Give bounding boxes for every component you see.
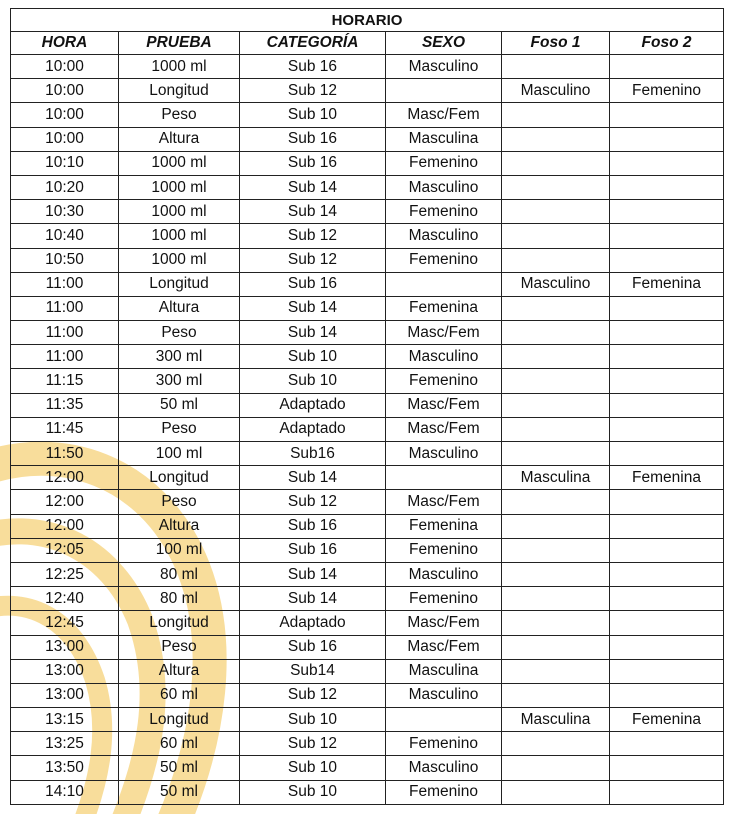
cell-hora: 13:00 <box>11 635 119 659</box>
cell-prueba: 80 ml <box>119 562 240 586</box>
table-row <box>11 200 724 224</box>
cell-sexo: Femenino <box>386 200 502 224</box>
cell-prueba: Peso <box>119 321 240 345</box>
cell-foso-1 <box>502 321 610 345</box>
cell-categoria: Sub 12 <box>240 79 386 103</box>
cell-hora: 12:45 <box>11 611 119 635</box>
table-row <box>11 417 724 441</box>
cell-sexo: Masculino <box>386 345 502 369</box>
cell-foso-1 <box>502 442 610 466</box>
cell-sexo <box>386 272 502 296</box>
table-row <box>11 272 724 296</box>
cell-hora: 14:10 <box>11 780 119 804</box>
cell-sexo: Femenino <box>386 538 502 562</box>
cell-prueba: Altura <box>119 296 240 320</box>
cell-categoria: Sub 16 <box>240 272 386 296</box>
table-row <box>11 151 724 175</box>
table-row <box>11 321 724 345</box>
cell-foso-2 <box>610 756 724 780</box>
cell-categoria: Sub 12 <box>240 732 386 756</box>
cell-sexo: Femenino <box>386 732 502 756</box>
cell-foso-2 <box>610 296 724 320</box>
cell-hora: 10:20 <box>11 175 119 199</box>
cell-sexo: Masculina <box>386 127 502 151</box>
cell-hora: 11:15 <box>11 369 119 393</box>
cell-foso-1 <box>502 635 610 659</box>
cell-foso-1 <box>502 296 610 320</box>
cell-categoria: Sub 10 <box>240 780 386 804</box>
cell-foso-1 <box>502 127 610 151</box>
cell-hora: 13:00 <box>11 683 119 707</box>
cell-categoria: Adaptado <box>240 393 386 417</box>
cell-categoria: Adaptado <box>240 417 386 441</box>
table-row <box>11 296 724 320</box>
cell-hora: 11:00 <box>11 296 119 320</box>
cell-categoria: Sub 10 <box>240 369 386 393</box>
cell-foso-2 <box>610 127 724 151</box>
cell-foso-1 <box>502 659 610 683</box>
cell-hora: 12:40 <box>11 587 119 611</box>
cell-sexo <box>386 466 502 490</box>
cell-hora: 10:40 <box>11 224 119 248</box>
cell-sexo: Masculino <box>386 756 502 780</box>
title-row <box>11 9 724 32</box>
cell-prueba: 100 ml <box>119 442 240 466</box>
cell-hora: 10:00 <box>11 127 119 151</box>
cell-foso-2 <box>610 321 724 345</box>
cell-prueba: 1000 ml <box>119 200 240 224</box>
cell-categoria: Sub 12 <box>240 683 386 707</box>
cell-foso-2 <box>610 224 724 248</box>
cell-prueba: 50 ml <box>119 393 240 417</box>
cell-foso-2 <box>610 103 724 127</box>
cell-hora: 11:35 <box>11 393 119 417</box>
table-row <box>11 224 724 248</box>
cell-categoria: Sub 12 <box>240 490 386 514</box>
cell-foso-1 <box>502 248 610 272</box>
cell-categoria: Sub 10 <box>240 103 386 127</box>
table-row <box>11 55 724 79</box>
cell-categoria: Sub14 <box>240 659 386 683</box>
cell-prueba: Longitud <box>119 708 240 732</box>
cell-foso-2 <box>610 683 724 707</box>
cell-foso-1: Masculino <box>502 79 610 103</box>
table-row <box>11 514 724 538</box>
cell-sexo: Femenino <box>386 369 502 393</box>
cell-hora: 11:00 <box>11 321 119 345</box>
cell-categoria: Sub 12 <box>240 248 386 272</box>
cell-categoria: Sub 16 <box>240 151 386 175</box>
cell-hora: 11:45 <box>11 417 119 441</box>
cell-foso-1 <box>502 538 610 562</box>
cell-foso-2 <box>610 732 724 756</box>
table-row <box>11 345 724 369</box>
table-row <box>11 683 724 707</box>
cell-foso-2 <box>610 442 724 466</box>
cell-sexo: Femenino <box>386 151 502 175</box>
cell-foso-1 <box>502 345 610 369</box>
cell-foso-2 <box>610 345 724 369</box>
cell-foso-2: Femenino <box>610 79 724 103</box>
cell-sexo: Femenino <box>386 587 502 611</box>
cell-foso-1 <box>502 514 610 538</box>
cell-hora: 13:25 <box>11 732 119 756</box>
cell-foso-1: Masculino <box>502 272 610 296</box>
cell-foso-1 <box>502 393 610 417</box>
cell-categoria: Sub 14 <box>240 466 386 490</box>
cell-foso-1 <box>502 756 610 780</box>
cell-prueba: 100 ml <box>119 538 240 562</box>
cell-sexo: Masculino <box>386 175 502 199</box>
cell-prueba: 60 ml <box>119 683 240 707</box>
cell-hora: 13:50 <box>11 756 119 780</box>
schedule-table <box>10 8 724 805</box>
cell-prueba: Longitud <box>119 272 240 296</box>
cell-foso-1 <box>502 200 610 224</box>
cell-foso-2 <box>610 55 724 79</box>
cell-sexo: Masculino <box>386 683 502 707</box>
cell-hora: 10:50 <box>11 248 119 272</box>
cell-categoria: Sub 16 <box>240 635 386 659</box>
cell-prueba: Altura <box>119 659 240 683</box>
cell-sexo: Femenina <box>386 514 502 538</box>
header-sexo: SEXO <box>386 32 502 55</box>
table-row <box>11 708 724 732</box>
table-row <box>11 587 724 611</box>
header-categoria: CATEGORÍA <box>240 32 386 55</box>
cell-hora: 11:50 <box>11 442 119 466</box>
cell-sexo: Masculino <box>386 55 502 79</box>
cell-foso-1 <box>502 683 610 707</box>
cell-prueba: 60 ml <box>119 732 240 756</box>
cell-foso-1: Masculina <box>502 708 610 732</box>
table-row <box>11 393 724 417</box>
cell-foso-2 <box>610 659 724 683</box>
cell-categoria: Sub 14 <box>240 562 386 586</box>
cell-categoria: Sub 16 <box>240 55 386 79</box>
cell-foso-2: Femenina <box>610 272 724 296</box>
table-row <box>11 611 724 635</box>
table-row <box>11 659 724 683</box>
cell-hora: 12:25 <box>11 562 119 586</box>
cell-foso-2 <box>610 587 724 611</box>
schedule-body <box>11 55 724 805</box>
cell-sexo: Masc/Fem <box>386 103 502 127</box>
cell-categoria: Sub 14 <box>240 200 386 224</box>
cell-categoria: Sub 16 <box>240 538 386 562</box>
cell-categoria: Sub16 <box>240 442 386 466</box>
cell-foso-1 <box>502 175 610 199</box>
cell-prueba: 1000 ml <box>119 55 240 79</box>
cell-prueba: Altura <box>119 127 240 151</box>
table-row <box>11 756 724 780</box>
cell-categoria: Sub 16 <box>240 514 386 538</box>
cell-sexo: Femenino <box>386 780 502 804</box>
cell-sexo <box>386 708 502 732</box>
cell-sexo: Femenina <box>386 296 502 320</box>
table-row <box>11 635 724 659</box>
cell-sexo: Femenino <box>386 248 502 272</box>
cell-foso-2 <box>610 562 724 586</box>
cell-sexo: Masc/Fem <box>386 321 502 345</box>
cell-foso-2 <box>610 417 724 441</box>
cell-foso-1 <box>502 587 610 611</box>
table-row <box>11 175 724 199</box>
cell-categoria: Sub 10 <box>240 708 386 732</box>
cell-foso-1 <box>502 732 610 756</box>
cell-categoria: Sub 14 <box>240 296 386 320</box>
cell-sexo <box>386 79 502 103</box>
cell-hora: 10:30 <box>11 200 119 224</box>
cell-hora: 11:00 <box>11 345 119 369</box>
cell-categoria: Sub 14 <box>240 587 386 611</box>
cell-hora: 12:00 <box>11 514 119 538</box>
cell-prueba: 300 ml <box>119 345 240 369</box>
cell-foso-2 <box>610 248 724 272</box>
table-row <box>11 538 724 562</box>
cell-categoria: Adaptado <box>240 611 386 635</box>
cell-prueba: Peso <box>119 490 240 514</box>
table-row <box>11 466 724 490</box>
cell-prueba: 300 ml <box>119 369 240 393</box>
cell-foso-2 <box>610 369 724 393</box>
cell-foso-1 <box>502 55 610 79</box>
cell-sexo: Masculino <box>386 562 502 586</box>
cell-sexo: Masc/Fem <box>386 417 502 441</box>
cell-prueba: Peso <box>119 417 240 441</box>
table-row <box>11 562 724 586</box>
table-row <box>11 490 724 514</box>
cell-sexo: Masc/Fem <box>386 393 502 417</box>
cell-foso-1 <box>502 103 610 127</box>
cell-hora: 13:00 <box>11 659 119 683</box>
cell-foso-1 <box>502 369 610 393</box>
cell-prueba: Longitud <box>119 79 240 103</box>
cell-prueba: Altura <box>119 514 240 538</box>
cell-hora: 10:10 <box>11 151 119 175</box>
cell-foso-2: Femenina <box>610 708 724 732</box>
cell-foso-2 <box>610 538 724 562</box>
cell-hora: 12:00 <box>11 490 119 514</box>
cell-foso-1 <box>502 780 610 804</box>
cell-categoria: Sub 12 <box>240 224 386 248</box>
cell-foso-1 <box>502 562 610 586</box>
cell-foso-2 <box>610 611 724 635</box>
cell-hora: 13:15 <box>11 708 119 732</box>
cell-foso-1: Masculina <box>502 466 610 490</box>
cell-foso-1 <box>502 490 610 514</box>
cell-prueba: 1000 ml <box>119 224 240 248</box>
cell-sexo: Masc/Fem <box>386 611 502 635</box>
cell-prueba: 1000 ml <box>119 248 240 272</box>
table-row <box>11 79 724 103</box>
cell-sexo: Masculino <box>386 224 502 248</box>
table-row <box>11 732 724 756</box>
header-foso-2: Foso 2 <box>610 32 724 55</box>
cell-prueba: Peso <box>119 103 240 127</box>
table-row <box>11 780 724 804</box>
cell-prueba: 80 ml <box>119 587 240 611</box>
cell-foso-2 <box>610 514 724 538</box>
cell-foso-2 <box>610 393 724 417</box>
cell-prueba: 50 ml <box>119 780 240 804</box>
cell-hora: 12:00 <box>11 466 119 490</box>
cell-foso-2 <box>610 780 724 804</box>
cell-hora: 10:00 <box>11 103 119 127</box>
cell-foso-1 <box>502 417 610 441</box>
cell-categoria: Sub 10 <box>240 756 386 780</box>
cell-foso-1 <box>502 611 610 635</box>
cell-categoria: Sub 14 <box>240 321 386 345</box>
cell-categoria: Sub 16 <box>240 127 386 151</box>
cell-prueba: 1000 ml <box>119 151 240 175</box>
column-header-row <box>11 32 724 55</box>
cell-foso-2 <box>610 175 724 199</box>
cell-foso-2 <box>610 635 724 659</box>
cell-foso-2 <box>610 151 724 175</box>
cell-prueba: Peso <box>119 635 240 659</box>
cell-prueba: 50 ml <box>119 756 240 780</box>
cell-categoria: Sub 14 <box>240 175 386 199</box>
cell-sexo: Masc/Fem <box>386 635 502 659</box>
header-hora: HORA <box>11 32 119 55</box>
cell-foso-1 <box>502 151 610 175</box>
cell-prueba: Longitud <box>119 611 240 635</box>
cell-prueba: Longitud <box>119 466 240 490</box>
cell-sexo: Masculina <box>386 659 502 683</box>
cell-sexo: Masc/Fem <box>386 490 502 514</box>
table-row <box>11 369 724 393</box>
cell-prueba: 1000 ml <box>119 175 240 199</box>
table-row <box>11 442 724 466</box>
cell-foso-2: Femenina <box>610 466 724 490</box>
cell-foso-1 <box>502 224 610 248</box>
cell-hora: 12:05 <box>11 538 119 562</box>
header-foso-1: Foso 1 <box>502 32 610 55</box>
table-row <box>11 127 724 151</box>
cell-foso-2 <box>610 200 724 224</box>
cell-sexo: Masculino <box>386 442 502 466</box>
table-title: HORARIO <box>11 9 724 32</box>
cell-hora: 11:00 <box>11 272 119 296</box>
cell-foso-2 <box>610 490 724 514</box>
header-prueba: PRUEBA <box>119 32 240 55</box>
cell-hora: 10:00 <box>11 79 119 103</box>
cell-categoria: Sub 10 <box>240 345 386 369</box>
table-row <box>11 248 724 272</box>
cell-hora: 10:00 <box>11 55 119 79</box>
table-row <box>11 103 724 127</box>
